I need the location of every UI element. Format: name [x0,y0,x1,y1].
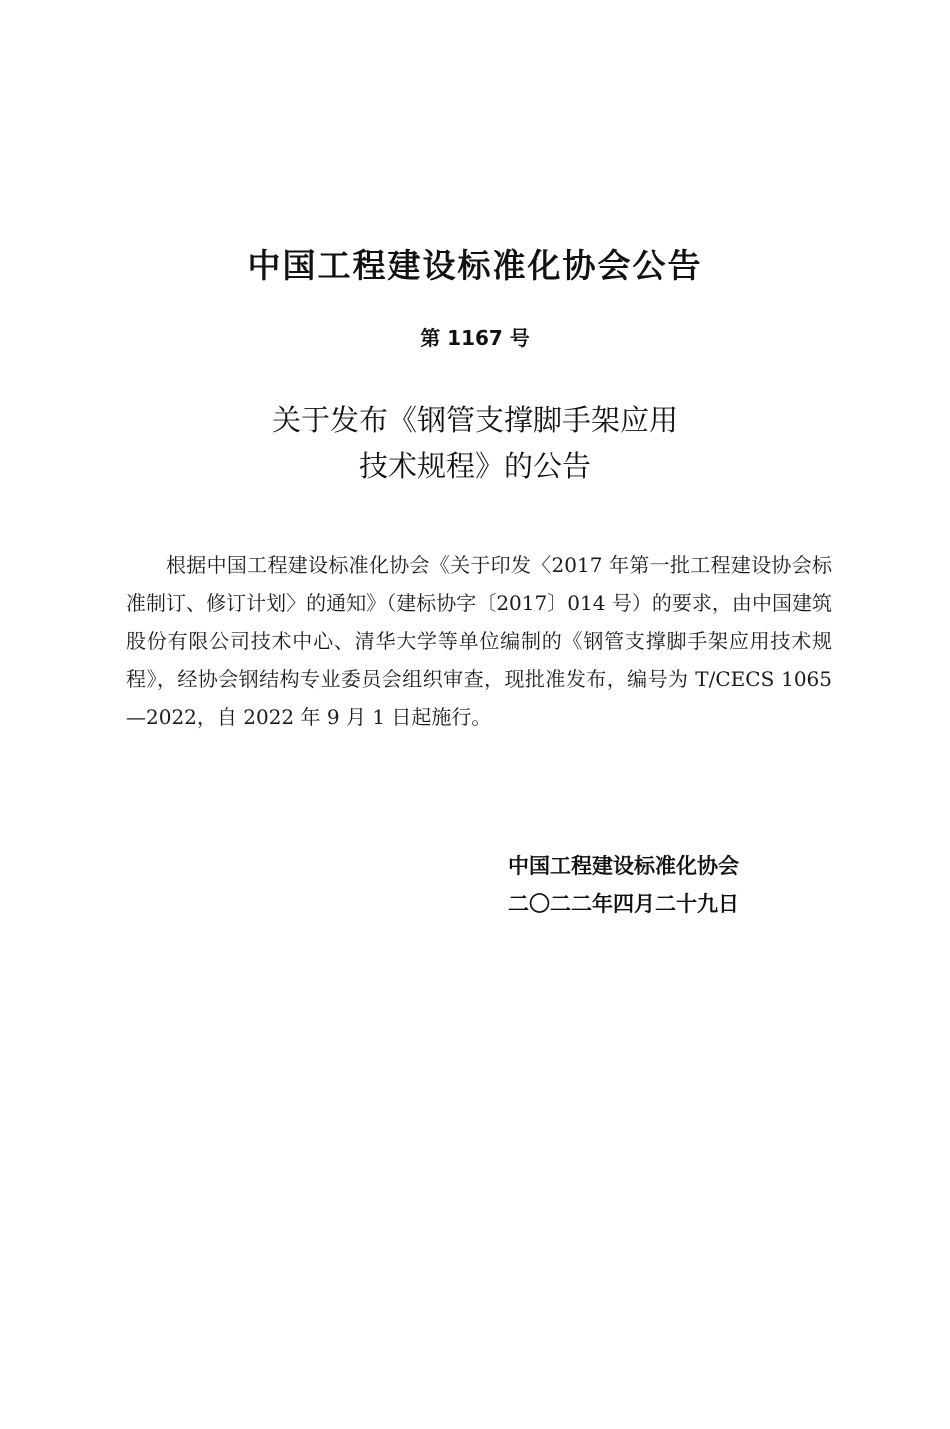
announcement-body: 根据中国工程建设标准化协会《关于印发〈2017 年第一批工程建设协会标准制订、修订计划〉的通知》（建标协字〔2017〕014 号）的要求，由中国建筑股份有限公司技术中心、清华大学等单位编制的《钢管支撑脚手架应用技术规程》，经协会钢结构专业委员会组织审查，现批准发布，编号为 T/CECS 1065—2022，自 2022 年 9 月 1 日起施行。 [126,553,832,729]
announcement-subject [0,397,950,489]
signature-block [508,847,828,923]
subject-line-2: 技术规程》的公告 [358,449,591,483]
subject-line-1: 关于发布《钢管支撑脚手架应用 [271,403,678,437]
signature-date: 二〇二二年四月二十九日 [508,892,739,916]
issuer-heading: 中国工程建设标准化协会公告 [247,246,703,285]
announcement-number: 第 1167 号 [420,326,530,350]
signature-organization: 中国工程建设标准化协会 [508,854,739,878]
